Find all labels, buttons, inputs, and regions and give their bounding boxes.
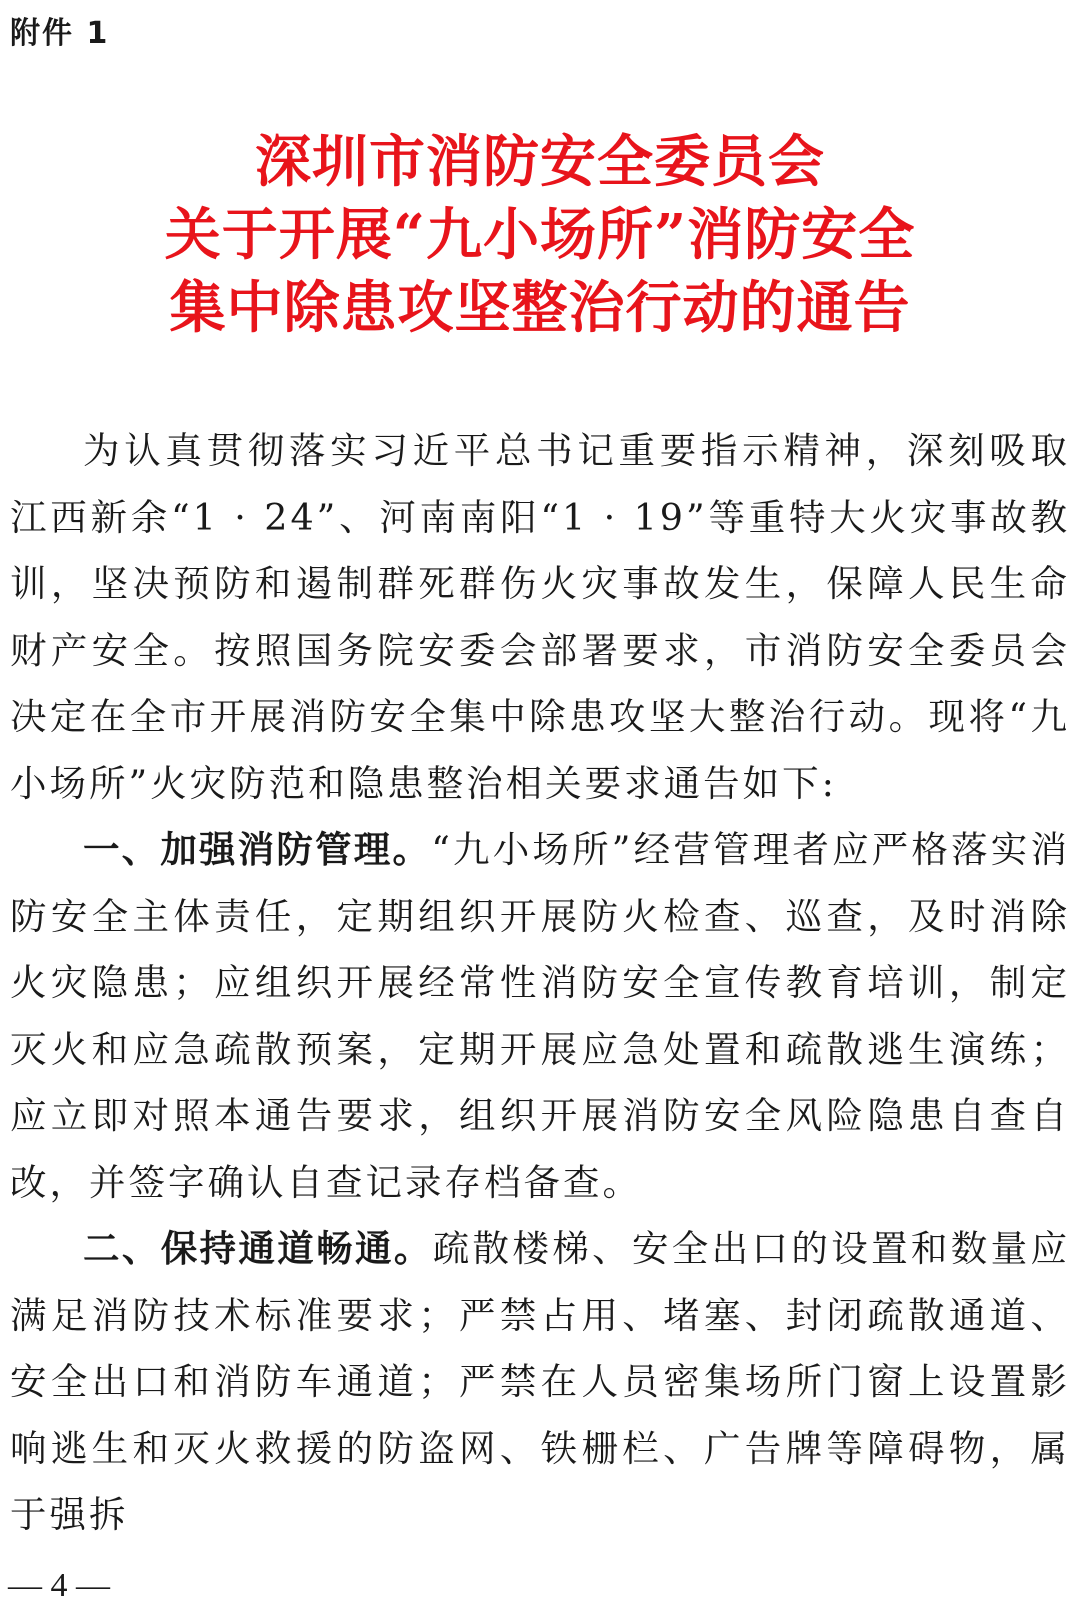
section-2-text: 疏散楼梯、安全出口的设置和数量应满足消防技术标准要求；严禁占用、堵塞、封闭疏散通道、安全出口和消防车通道；严禁在人员密集场所门窗上设置影响逃生和灭火救援的防盗网、铁栅栏、广告牌等障碍物，属于强拆 bbox=[10, 1227, 1070, 1536]
page-number: — 4 — bbox=[8, 1567, 110, 1604]
section-1-paragraph bbox=[10, 817, 1070, 1216]
section-1-heading: 一、加强消防管理。 bbox=[83, 828, 432, 871]
title-line-3: 集中除患攻坚整治行动的通告 bbox=[169, 275, 911, 341]
section-2-heading: 二、保持通道畅通。 bbox=[83, 1227, 433, 1270]
title-line-1: 深圳市消防安全委员会 bbox=[255, 129, 825, 195]
section-2-paragraph bbox=[10, 1216, 1070, 1549]
title-line-2: 关于开展“九小场所”消防安全 bbox=[164, 202, 916, 268]
attachment-label: 附件 1 bbox=[10, 16, 110, 51]
document-body bbox=[10, 418, 1070, 1549]
intro-paragraph: 为认真贯彻落实习近平总书记重要指示精神，深刻吸取江西新余“1 · 24”、河南南阳“1 · 19”等重特大火灾事故教训，坚决预防和遏制群死群伤火灾事故发生，保障人民生命财产安全。按照国务院安委会部署要求，市消防安全委员会决定在全市开展消防安全集中除患攻坚大整治行动。现将“九小场所”火灾防范和隐患整治相关要求通告如下: bbox=[10, 429, 1070, 805]
section-1-text: “九小场所”经营管理者应严格落实消防安全主体责任，定期组织开展防火检查、巡查，及时消除火灾隐患；应组织开展经常性消防安全宣传教育培训，制定灭火和应急疏散预案，定期开展应急处置和疏散逃生演练；应立即对照本通告要求，组织开展消防安全风险隐患自查自改，并签字确认自查记录存档备查。 bbox=[10, 828, 1070, 1204]
document-title bbox=[0, 126, 1080, 345]
